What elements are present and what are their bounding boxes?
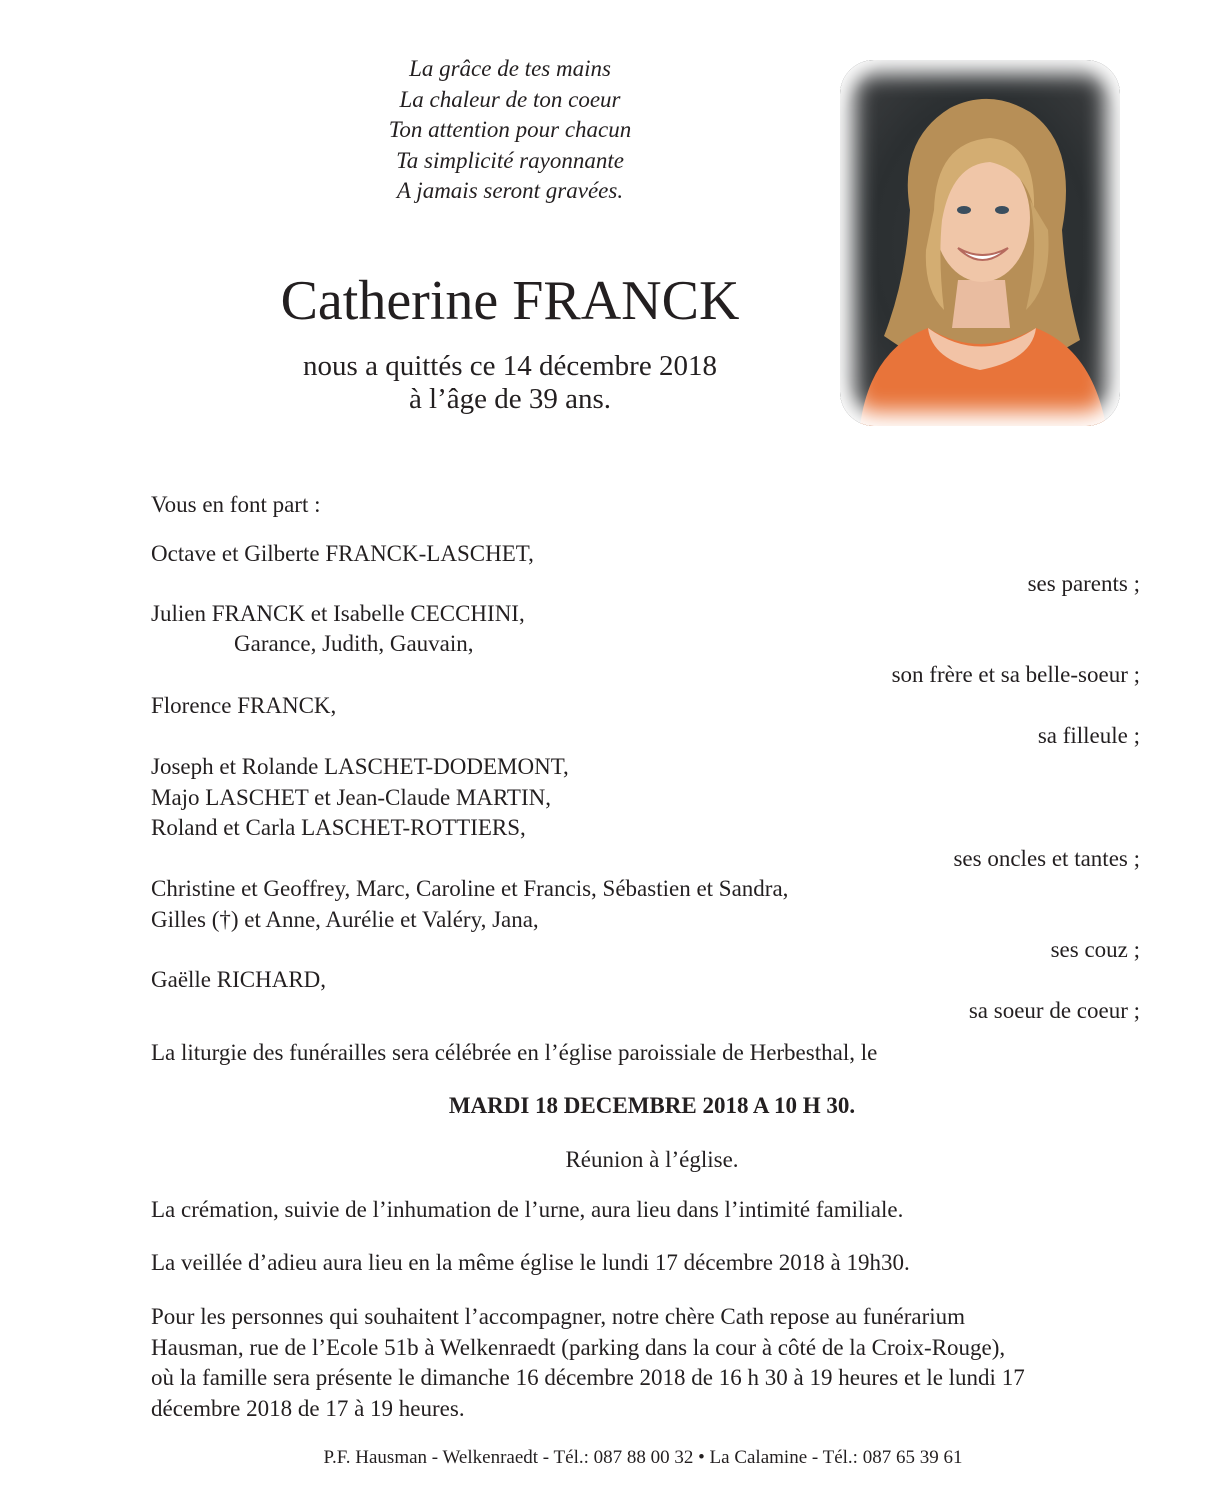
- meeting-text: Réunion à l’église.: [565, 1147, 739, 1172]
- ceremony-datetime: MARDI 18 DECEMBRE 2018 A 10 H 30.: [448, 1093, 856, 1118]
- poem-line: La grâce de tes mains: [409, 56, 611, 81]
- poem-line: A jamais seront gravées.: [396, 178, 624, 203]
- liturgy-text: La liturgie des funérailles sera célébrée en l’église paroissiale de Herbesthal, le: [151, 1040, 878, 1065]
- family-relation: ses couz ;: [1050, 937, 1140, 962]
- visit-text-line: Hausman, rue de l’Ecole 51b à Welkenraedt (parking dans la cour à côté de la Croix-Rouge),: [151, 1335, 1006, 1360]
- intro-text: Vous en font part :: [151, 492, 321, 517]
- poem-line: Ta simplicité rayonnante: [396, 147, 624, 173]
- family-name-line: Gilles (†) et Anne, Aurélie et Valéry, Jana,: [151, 907, 539, 932]
- visit-text-line: Pour les personnes qui souhaitent l’accompagner, notre chère Cath repose au funérarium: [151, 1304, 966, 1329]
- family-name-line: Octave et Gilberte FRANCK-LASCHET,: [151, 541, 534, 566]
- poem-line: La chaleur de ton coeur: [399, 86, 621, 112]
- family-name-line: Christine et Geoffrey, Marc, Caroline et Francis, Sébastien et Sandra,: [151, 876, 789, 901]
- visit-text-line: décembre 2018 de 17 à 19 heures.: [151, 1396, 465, 1421]
- vigil-text: La veillée d’adieu aura lieu en la même église le lundi 17 décembre 2018 à 19h30.: [151, 1250, 910, 1275]
- family-name-line: Majo LASCHET et Jean-Claude MARTIN,: [151, 785, 551, 810]
- family-relation: sa soeur de coeur ;: [968, 998, 1140, 1023]
- family-name-line: Joseph et Rolande LASCHET-DODEMONT,: [151, 754, 569, 779]
- family-relation: son frère et sa belle-soeur ;: [891, 662, 1140, 687]
- death-date-line: nous a quittés ce 14 décembre 2018: [303, 350, 717, 382]
- family-name-line: Roland et Carla LASCHET-ROTTIERS,: [151, 815, 526, 840]
- visit-text-line: où la famille sera présente le dimanche 16 décembre 2018 de 16 h 30 à 19 heures et le lundi 17: [151, 1365, 1025, 1390]
- family-name-line: Florence FRANCK,: [151, 693, 337, 718]
- family-children-line: Garance, Judith, Gauvain,: [234, 631, 474, 656]
- funeral-home-footer: P.F. Hausman - Welkenraedt - Tél.: 087 88 00 32 • La Calamine - Tél.: 087 65 39 61: [323, 1447, 963, 1468]
- death-details: [200, 350, 820, 416]
- cremation-text: La crémation, suivie de l’inhumation de l’urne, aura lieu dans l’intimité familiale.: [151, 1197, 904, 1222]
- portrait-illustration: [840, 60, 1120, 426]
- poem: [260, 54, 760, 207]
- family-name-line: Gaëlle RICHARD,: [151, 967, 327, 992]
- family-name-line: Julien FRANCK et Isabelle CECCHINI,: [151, 601, 525, 626]
- deceased-name: Catherine FRANCK: [280, 270, 740, 332]
- family-relation: sa filleule ;: [1037, 723, 1140, 748]
- family-relation: ses parents ;: [1027, 571, 1140, 596]
- age-line: à l’âge de 39 ans.: [408, 383, 612, 415]
- family-relation: ses oncles et tantes ;: [953, 846, 1140, 871]
- portrait-photo: [840, 60, 1120, 426]
- poem-line: Ton attention pour chacun: [388, 117, 632, 142]
